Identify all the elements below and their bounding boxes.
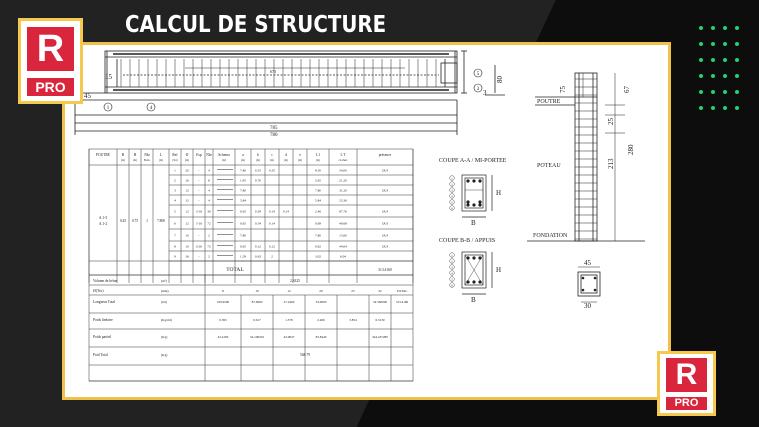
table-cell: OUI bbox=[381, 221, 389, 226]
section-aa-title: COUPE A-A / MI-PORTEE bbox=[439, 158, 507, 164]
logo-badge: PRO bbox=[27, 78, 74, 96]
section-marker: 6 bbox=[451, 206, 453, 211]
table-cell: 0.12 bbox=[269, 244, 275, 249]
table-cell: 0.34 bbox=[255, 221, 261, 226]
decorative-dot bbox=[735, 74, 739, 78]
dim-780: 780 bbox=[270, 133, 278, 138]
section-marker: 3 bbox=[451, 188, 453, 193]
value-volume-beton: 2.6325 bbox=[290, 279, 300, 283]
table-header-unit: Elem. bbox=[143, 159, 151, 162]
table-cell: 0.30 bbox=[196, 244, 202, 249]
tor-diameter: 20 bbox=[319, 289, 323, 293]
table-cell: 3.02 bbox=[315, 254, 321, 259]
table-header-unit: (m) bbox=[270, 159, 274, 162]
table-cell: 0.12 bbox=[255, 244, 261, 249]
value-pl: 1.578 bbox=[285, 318, 293, 322]
section-marker: 2 bbox=[451, 259, 453, 264]
decorative-dot bbox=[699, 26, 703, 30]
table-header: d bbox=[285, 153, 287, 157]
table-cell: - bbox=[198, 254, 200, 259]
table-cell: 44.64 bbox=[339, 244, 347, 249]
table-cell: 1 bbox=[174, 168, 176, 173]
col-dim-280: 280 bbox=[627, 144, 635, 155]
table-cell: 72 bbox=[207, 221, 211, 226]
table-cell: 5.84 bbox=[240, 198, 246, 203]
table-cell-poutre: A.1-5 bbox=[98, 216, 108, 220]
table-cell-poutre: A.1-2 bbox=[98, 222, 108, 226]
value-lt: 87.6960 bbox=[251, 300, 263, 304]
table-header: Esp bbox=[196, 153, 202, 157]
decorative-dot bbox=[711, 90, 715, 94]
section-bb-title: COUPE B-B / APPUIS bbox=[439, 238, 496, 244]
table-cell: 9 bbox=[174, 254, 176, 259]
dim-80: 80 bbox=[496, 76, 504, 83]
table-cell: 2 bbox=[208, 254, 210, 259]
unit-pt: (Kg) bbox=[161, 353, 168, 357]
decorative-dot bbox=[699, 74, 703, 78]
column-corner-bars bbox=[582, 277, 597, 292]
table-cell: 5-16 bbox=[195, 221, 203, 226]
table-cell: 12 bbox=[185, 198, 189, 203]
label-pp: Poids partiel bbox=[93, 335, 112, 339]
table-cell: 0.14 bbox=[269, 221, 275, 226]
tor-diameter: 10 bbox=[255, 289, 259, 293]
table-header-unit: (m) bbox=[256, 159, 260, 162]
table-cell-nbr: 1 bbox=[146, 219, 148, 223]
decorative-dot bbox=[735, 42, 739, 46]
table-cell-h: 0.75 bbox=[131, 219, 139, 223]
table-total-label: TOTAL bbox=[226, 267, 244, 273]
table-header: L T bbox=[340, 153, 346, 157]
decorative-dot bbox=[699, 106, 703, 110]
table-cell: 7.80 bbox=[315, 188, 321, 193]
table-cell: 7.80 bbox=[240, 233, 246, 238]
tor-diameter: 8 bbox=[222, 289, 224, 293]
table-header: e bbox=[299, 153, 301, 157]
decorative-dot bbox=[711, 58, 715, 62]
col-dim-75: 75 bbox=[559, 86, 567, 93]
table-cell: 4 bbox=[208, 168, 210, 173]
section-marker: 5 bbox=[451, 277, 453, 282]
table-header-unit: (m) bbox=[284, 159, 288, 162]
decorative-dot bbox=[699, 90, 703, 94]
section-marker: 4 bbox=[451, 271, 453, 276]
tor-diameter: 12 bbox=[287, 289, 291, 293]
table-cell: OUI bbox=[381, 168, 389, 173]
table-header: Ø bbox=[185, 153, 189, 157]
table-cell: 20 bbox=[185, 168, 189, 173]
table-cell: 0.65 bbox=[240, 209, 246, 214]
value-pl: 0.395 bbox=[219, 318, 227, 322]
table-cell: 15.60 bbox=[339, 233, 347, 238]
col-dim-67: 67 bbox=[623, 86, 631, 93]
dim-3: 3 bbox=[483, 89, 487, 97]
marker-4: 4 bbox=[149, 106, 153, 111]
unit-pp: (Kg) bbox=[161, 335, 168, 339]
value-pl: 2.466 bbox=[317, 318, 325, 322]
dim-673: 673 bbox=[270, 69, 276, 74]
table-cell: - bbox=[198, 188, 200, 193]
table-cell: 0.35 bbox=[269, 168, 275, 173]
decorative-dot bbox=[711, 26, 715, 30]
table-cell: 4 bbox=[174, 198, 176, 203]
table-cell: 7 bbox=[174, 233, 176, 238]
table-cell: 0.65 bbox=[240, 221, 246, 226]
decorative-dot bbox=[699, 42, 703, 46]
table-header: Schema bbox=[218, 153, 230, 157]
table-cell: 3 bbox=[174, 188, 176, 193]
col-dim-30: 30 bbox=[584, 302, 591, 310]
table-cell: 23.36 bbox=[339, 198, 347, 203]
table-header: présence bbox=[378, 153, 392, 157]
table-header: L bbox=[159, 153, 163, 157]
table-cell: 0.35 bbox=[255, 168, 261, 173]
section-marker: 1 bbox=[451, 176, 453, 181]
table-header: Ref bbox=[172, 153, 178, 157]
page-title: CALCUL DE STRUCTURE bbox=[125, 12, 387, 38]
table-total-value: 313.4160 bbox=[378, 268, 392, 272]
decorative-dot bbox=[711, 42, 715, 46]
decorative-dot bbox=[723, 106, 727, 110]
value-pt: 568.79 bbox=[300, 353, 310, 357]
decorative-dot bbox=[723, 58, 727, 62]
logo-letter: R bbox=[27, 27, 74, 71]
tor-diameter: TOTAL bbox=[396, 289, 408, 293]
table-cell: 0.69 bbox=[315, 221, 321, 226]
section-marker: 1 bbox=[451, 253, 453, 258]
table-cell: 10 bbox=[185, 244, 189, 249]
value-pp: 42.9847 bbox=[283, 335, 295, 339]
section-marker: 4 bbox=[451, 194, 453, 199]
marker-5: 5 bbox=[476, 72, 480, 77]
table-header: c bbox=[271, 153, 273, 157]
table-cell: 4 bbox=[208, 188, 210, 193]
logo-letter: R bbox=[666, 358, 707, 392]
marker-1: 1 bbox=[106, 106, 110, 111]
table-cell-b: 0.45 bbox=[119, 219, 127, 223]
table-cell: - bbox=[198, 178, 200, 183]
section-bb-h: H bbox=[496, 266, 502, 274]
table-cell: 12 bbox=[185, 221, 189, 226]
label-fondation: FONDATION bbox=[533, 233, 568, 239]
label-lt: Longueur Total bbox=[93, 300, 116, 304]
beam-stirrups bbox=[121, 59, 436, 87]
table-cell: 2.65 bbox=[315, 178, 321, 183]
decorative-dot bbox=[711, 106, 715, 110]
table-header-unit: (m) bbox=[222, 159, 226, 162]
value-pp: 344.437280 bbox=[372, 335, 388, 339]
brand-logo-top bbox=[18, 18, 83, 104]
table-header-unit: (m) bbox=[185, 159, 189, 162]
label-pl: Poids linéaire bbox=[93, 318, 113, 322]
table-header-unit: (m) bbox=[241, 159, 245, 162]
table-header: L1 bbox=[316, 153, 320, 157]
label-pt: Poid Total bbox=[93, 353, 108, 357]
table-cell: 5.84 bbox=[315, 198, 321, 203]
table-cell: 1.59 bbox=[240, 254, 246, 259]
table-header-unit: (m) bbox=[316, 159, 320, 162]
table-cell-l: 7.800 bbox=[156, 219, 166, 223]
table-cell: - bbox=[198, 233, 200, 238]
table-cell: 34.00 bbox=[339, 168, 347, 173]
table-cell: 31.20 bbox=[339, 188, 347, 193]
tor-diameter: 32 bbox=[378, 289, 382, 293]
label-poteau: POTEAU bbox=[537, 163, 561, 169]
table-cell: - bbox=[198, 198, 200, 203]
value-lt: 313.4160 bbox=[395, 300, 409, 304]
value-lt: 109.9200 bbox=[216, 300, 230, 304]
table-cell: 16 bbox=[185, 254, 189, 259]
decorative-dot bbox=[723, 42, 727, 46]
label-tor: Ø(Tor) bbox=[93, 289, 104, 293]
table-header-unit: (Tor) bbox=[172, 159, 178, 162]
value-lt: 34.0000 bbox=[315, 300, 327, 304]
value-pl: 3.854 bbox=[349, 318, 357, 322]
table-cell: 0.65 bbox=[240, 244, 246, 249]
unit-lt: (ml) bbox=[161, 300, 167, 304]
table-cell: OUI bbox=[381, 188, 389, 193]
table-cell: 6 bbox=[174, 221, 176, 226]
col-dim-25: 25 bbox=[607, 118, 615, 125]
table-cell: 2 bbox=[174, 178, 176, 183]
table-cell: 7.80 bbox=[240, 168, 246, 173]
table-cell: 8 bbox=[174, 244, 176, 249]
table-cell: 0.62 bbox=[315, 244, 321, 249]
decorative-dot bbox=[735, 106, 739, 110]
label-volume-beton: Volume de béton bbox=[93, 279, 118, 283]
section-aa-h: H bbox=[496, 189, 502, 197]
table-grid bbox=[89, 149, 413, 381]
section-marker: 5 bbox=[451, 200, 453, 205]
col-dim-45: 45 bbox=[584, 259, 591, 267]
dim-45: 45 bbox=[84, 92, 91, 100]
table-cell: 12 bbox=[185, 209, 189, 214]
unit-pl: (Kg/ml) bbox=[161, 318, 172, 322]
table-header: Nbr bbox=[144, 153, 150, 157]
column-labels bbox=[533, 99, 568, 239]
table-cell: 49.68 bbox=[339, 221, 347, 226]
unit-volume-beton: (m³) bbox=[161, 279, 167, 283]
table-cell: 21.20 bbox=[339, 178, 347, 183]
table-header-unit: (m) bbox=[121, 159, 125, 162]
section-rebars bbox=[450, 176, 482, 288]
table-header-unit: (m) bbox=[159, 159, 163, 162]
table-cell: 0.63 bbox=[255, 254, 261, 259]
value-lt: 54.560000 bbox=[372, 300, 388, 304]
table-cell: 8.50 bbox=[315, 168, 321, 173]
value-lt: 27.2400 bbox=[283, 300, 295, 304]
table-cell: 16 bbox=[185, 178, 189, 183]
unit-tor: (mm) bbox=[161, 289, 169, 293]
table-header-unit: (m) bbox=[298, 159, 302, 162]
table-cell: 6.04 bbox=[340, 254, 346, 259]
dim-785: 785 bbox=[270, 126, 278, 131]
value-pp: 54.108432 bbox=[249, 335, 265, 339]
table-cell: OUI bbox=[381, 244, 389, 249]
drawing-canvas bbox=[65, 45, 668, 397]
logo-badge: PRO bbox=[666, 397, 707, 410]
marker-3: 3 bbox=[476, 87, 480, 92]
table-cell: 72 bbox=[207, 244, 211, 249]
table-cell: 2 bbox=[271, 254, 273, 259]
decorative-dot bbox=[723, 90, 727, 94]
table-cell: 7.80 bbox=[240, 188, 246, 193]
tor-diameter: 25 bbox=[351, 289, 355, 293]
table-header-unit: (m) bbox=[133, 159, 137, 162]
table-cell: 87.76 bbox=[339, 209, 347, 214]
decorative-dot bbox=[723, 26, 727, 30]
value-pl: 0.617 bbox=[253, 318, 261, 322]
decorative-dot bbox=[723, 74, 727, 78]
table-cell: 1.95 bbox=[240, 178, 246, 183]
section-aa-b: B bbox=[471, 219, 476, 227]
decorative-dot bbox=[735, 90, 739, 94]
column-elevation bbox=[527, 73, 645, 302]
label-poutre: POUTRE bbox=[537, 99, 561, 105]
table-cell: 2.46 bbox=[315, 209, 321, 214]
table-header: H bbox=[133, 153, 137, 157]
table-cell: 12 bbox=[185, 188, 189, 193]
decorative-dot bbox=[735, 58, 739, 62]
table-cell: 0.14 bbox=[283, 209, 289, 214]
decorative-dot bbox=[711, 74, 715, 78]
table-cell: 7.80 bbox=[315, 233, 321, 238]
section-marker: 6 bbox=[451, 283, 453, 288]
table-cell: 0.14 bbox=[269, 209, 275, 214]
table-cell: 5 bbox=[174, 209, 176, 214]
section-marker: 3 bbox=[451, 265, 453, 270]
structural-drawing-sheet bbox=[62, 42, 671, 400]
table-cell: OUI bbox=[381, 209, 389, 214]
table-cell: 36 bbox=[207, 209, 211, 214]
table-cell: 8 bbox=[208, 178, 210, 183]
section-bb-b: B bbox=[471, 296, 476, 304]
value-pp: 43.4184 bbox=[217, 335, 229, 339]
brand-logo-bottom bbox=[657, 351, 716, 416]
value-pp: 83.8440 bbox=[315, 335, 327, 339]
dim-15: 15 bbox=[105, 73, 112, 81]
beam-elevation bbox=[75, 51, 505, 135]
value-pl: 6.3130 bbox=[375, 318, 385, 322]
table-cell: 10 bbox=[185, 233, 189, 238]
table-cell: 4 bbox=[208, 198, 210, 203]
decorative-dot bbox=[699, 58, 703, 62]
table-header: a bbox=[242, 153, 244, 157]
section-marker: 2 bbox=[451, 182, 453, 187]
table-header-unit: crochets bbox=[338, 159, 348, 162]
table-header: b bbox=[257, 153, 259, 157]
column-stirrups bbox=[575, 79, 597, 239]
table-cell: OUI bbox=[381, 233, 389, 238]
table-header: B bbox=[121, 153, 125, 157]
beam-marker-labels bbox=[107, 72, 480, 111]
table-cell: 2 bbox=[208, 233, 210, 238]
table-cell: 0.39 bbox=[255, 209, 261, 214]
table-header: Nbr bbox=[206, 153, 212, 157]
table-cell: - bbox=[198, 168, 200, 173]
table-header: POUTRE bbox=[96, 153, 110, 157]
table-cell: 5-16 bbox=[195, 209, 203, 214]
table-cell: 0.70 bbox=[255, 178, 261, 183]
decorative-dot bbox=[735, 26, 739, 30]
col-dim-213: 213 bbox=[607, 158, 615, 169]
